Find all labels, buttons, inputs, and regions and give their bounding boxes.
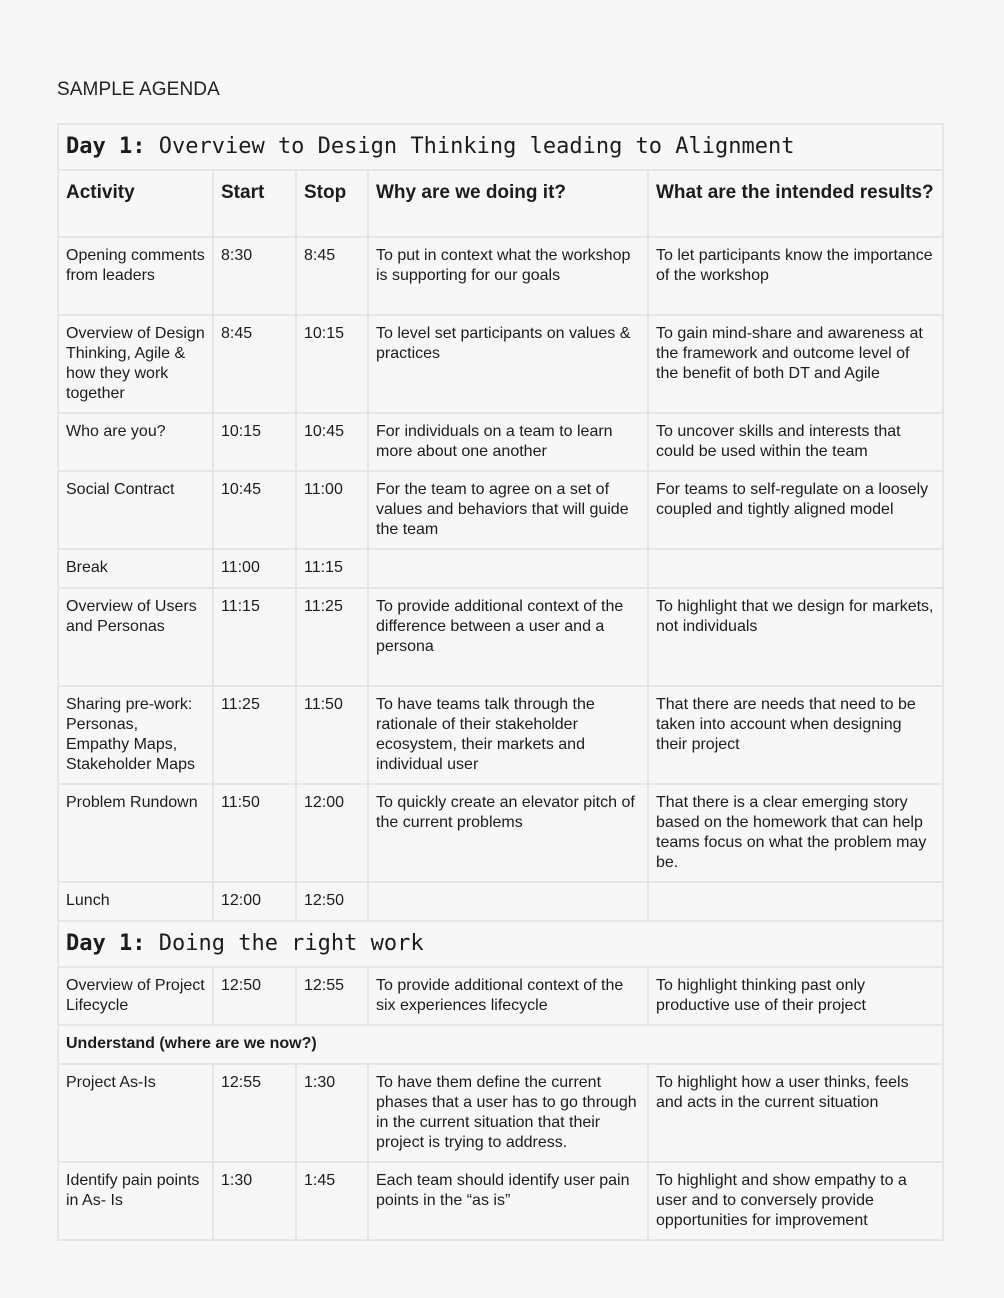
table-row: [58, 1064, 943, 1162]
why-cell: For the team to agree on a set of values and behaviors that will guide the team: [368, 471, 648, 549]
activity-cell: Overview of Design Thinking, Agile & how they work together: [58, 315, 213, 413]
start-cell: 8:45: [213, 315, 296, 413]
column-header-results: What are the intended results?: [648, 170, 943, 237]
column-header-start: Start: [213, 170, 296, 237]
column-header-row: [58, 170, 943, 237]
stop-cell: 11:50: [296, 686, 368, 784]
start-cell: 10:45: [213, 471, 296, 549]
activity-cell: Overview of Project Lifecycle: [58, 967, 213, 1025]
start-cell: 8:30: [213, 237, 296, 315]
table-row: [58, 237, 943, 315]
section-title: [58, 921, 943, 967]
section-title-text: Doing the right work: [158, 931, 424, 956]
why-cell: [368, 882, 648, 921]
column-header-activity: Activity: [58, 170, 213, 237]
activity-cell: Social Contract: [58, 471, 213, 549]
stop-cell: 12:50: [296, 882, 368, 921]
results-cell: To highlight thinking past only productive use of their project: [648, 967, 943, 1025]
column-header-stop: Stop: [296, 170, 368, 237]
table-row: [58, 1162, 943, 1240]
table-row: [58, 967, 943, 1025]
why-cell: To have teams talk through the rationale of their stakeholder ecosystem, their markets and individual user: [368, 686, 648, 784]
section-title: [58, 124, 943, 170]
why-cell: To put in context what the workshop is supporting for our goals: [368, 237, 648, 315]
start-cell: 12:55: [213, 1064, 296, 1162]
stop-cell: 12:00: [296, 784, 368, 882]
activity-cell: Project As-Is: [58, 1064, 213, 1162]
activity-cell: Sharing pre-work: Personas, Empathy Maps, Stakeholder Maps: [58, 686, 213, 784]
start-cell: 1:30: [213, 1162, 296, 1240]
start-cell: 11:15: [213, 588, 296, 686]
section-day: Day 1:: [66, 931, 146, 956]
start-cell: 11:50: [213, 784, 296, 882]
start-cell: 10:15: [213, 413, 296, 471]
activity-cell: Opening comments from leaders: [58, 237, 213, 315]
why-cell: To level set participants on values & practices: [368, 315, 648, 413]
why-cell: For individuals on a team to learn more about one another: [368, 413, 648, 471]
why-cell: [368, 549, 648, 588]
stop-cell: 8:45: [296, 237, 368, 315]
results-cell: To let participants know the importance of the workshop: [648, 237, 943, 315]
why-cell: To provide additional context of the six experiences lifecycle: [368, 967, 648, 1025]
results-cell: To gain mind-share and awareness at the framework and outcome level of the benefit of both DT and Agile: [648, 315, 943, 413]
activity-cell: Problem Rundown: [58, 784, 213, 882]
start-cell: 11:00: [213, 549, 296, 588]
table-row: [58, 413, 943, 471]
stop-cell: 11:00: [296, 471, 368, 549]
section-title-text: Overview to Design Thinking leading to Alignment: [158, 134, 795, 159]
section-day: Day 1:: [66, 134, 146, 159]
stop-cell: 10:45: [296, 413, 368, 471]
results-cell: To highlight and show empathy to a user and to conversely provide opportunities for improvement: [648, 1162, 943, 1240]
table-row: [58, 686, 943, 784]
stop-cell: 12:55: [296, 967, 368, 1025]
results-cell: That there is a clear emerging story based on the homework that can help teams focus on what the problem may be.: [648, 784, 943, 882]
phase-subheading: Understand (where are we now?): [58, 1025, 943, 1064]
stop-cell: 1:45: [296, 1162, 368, 1240]
results-cell: [648, 882, 943, 921]
table-row: [58, 315, 943, 413]
table-row: [58, 471, 943, 549]
column-header-why: Why are we doing it?: [368, 170, 648, 237]
document-title: SAMPLE AGENDA: [57, 79, 220, 100]
activity-cell: Identify pain points in As- Is: [58, 1162, 213, 1240]
table-row: [58, 784, 943, 882]
results-cell: That there are needs that need to be taken into account when designing their project: [648, 686, 943, 784]
results-cell: [648, 549, 943, 588]
table-row: [58, 588, 943, 686]
results-cell: For teams to self-regulate on a loosely coupled and tightly aligned model: [648, 471, 943, 549]
why-cell: To provide additional context of the difference between a user and a persona: [368, 588, 648, 686]
table-row: [58, 882, 943, 921]
activity-cell: Lunch: [58, 882, 213, 921]
start-cell: 12:50: [213, 967, 296, 1025]
stop-cell: 1:30: [296, 1064, 368, 1162]
activity-cell: Break: [58, 549, 213, 588]
results-cell: To highlight how a user thinks, feels and acts in the current situation: [648, 1064, 943, 1162]
stop-cell: 11:25: [296, 588, 368, 686]
section-header-row: [58, 124, 943, 170]
activity-cell: Who are you?: [58, 413, 213, 471]
stop-cell: 11:15: [296, 549, 368, 588]
results-cell: To highlight that we design for markets, not individuals: [648, 588, 943, 686]
stop-cell: 10:15: [296, 315, 368, 413]
results-cell: To uncover skills and interests that could be used within the team: [648, 413, 943, 471]
table-row: [58, 549, 943, 588]
why-cell: Each team should identify user pain points in the “as is”: [368, 1162, 648, 1240]
section-header-row: [58, 921, 943, 967]
start-cell: 11:25: [213, 686, 296, 784]
start-cell: 12:00: [213, 882, 296, 921]
why-cell: To quickly create an elevator pitch of the current problems: [368, 784, 648, 882]
activity-cell: Overview of Users and Personas: [58, 588, 213, 686]
subheading-row: [58, 1025, 943, 1064]
why-cell: To have them define the current phases that a user has to go through in the current situation that their project is trying to address.: [368, 1064, 648, 1162]
agenda-table: [57, 123, 944, 1241]
